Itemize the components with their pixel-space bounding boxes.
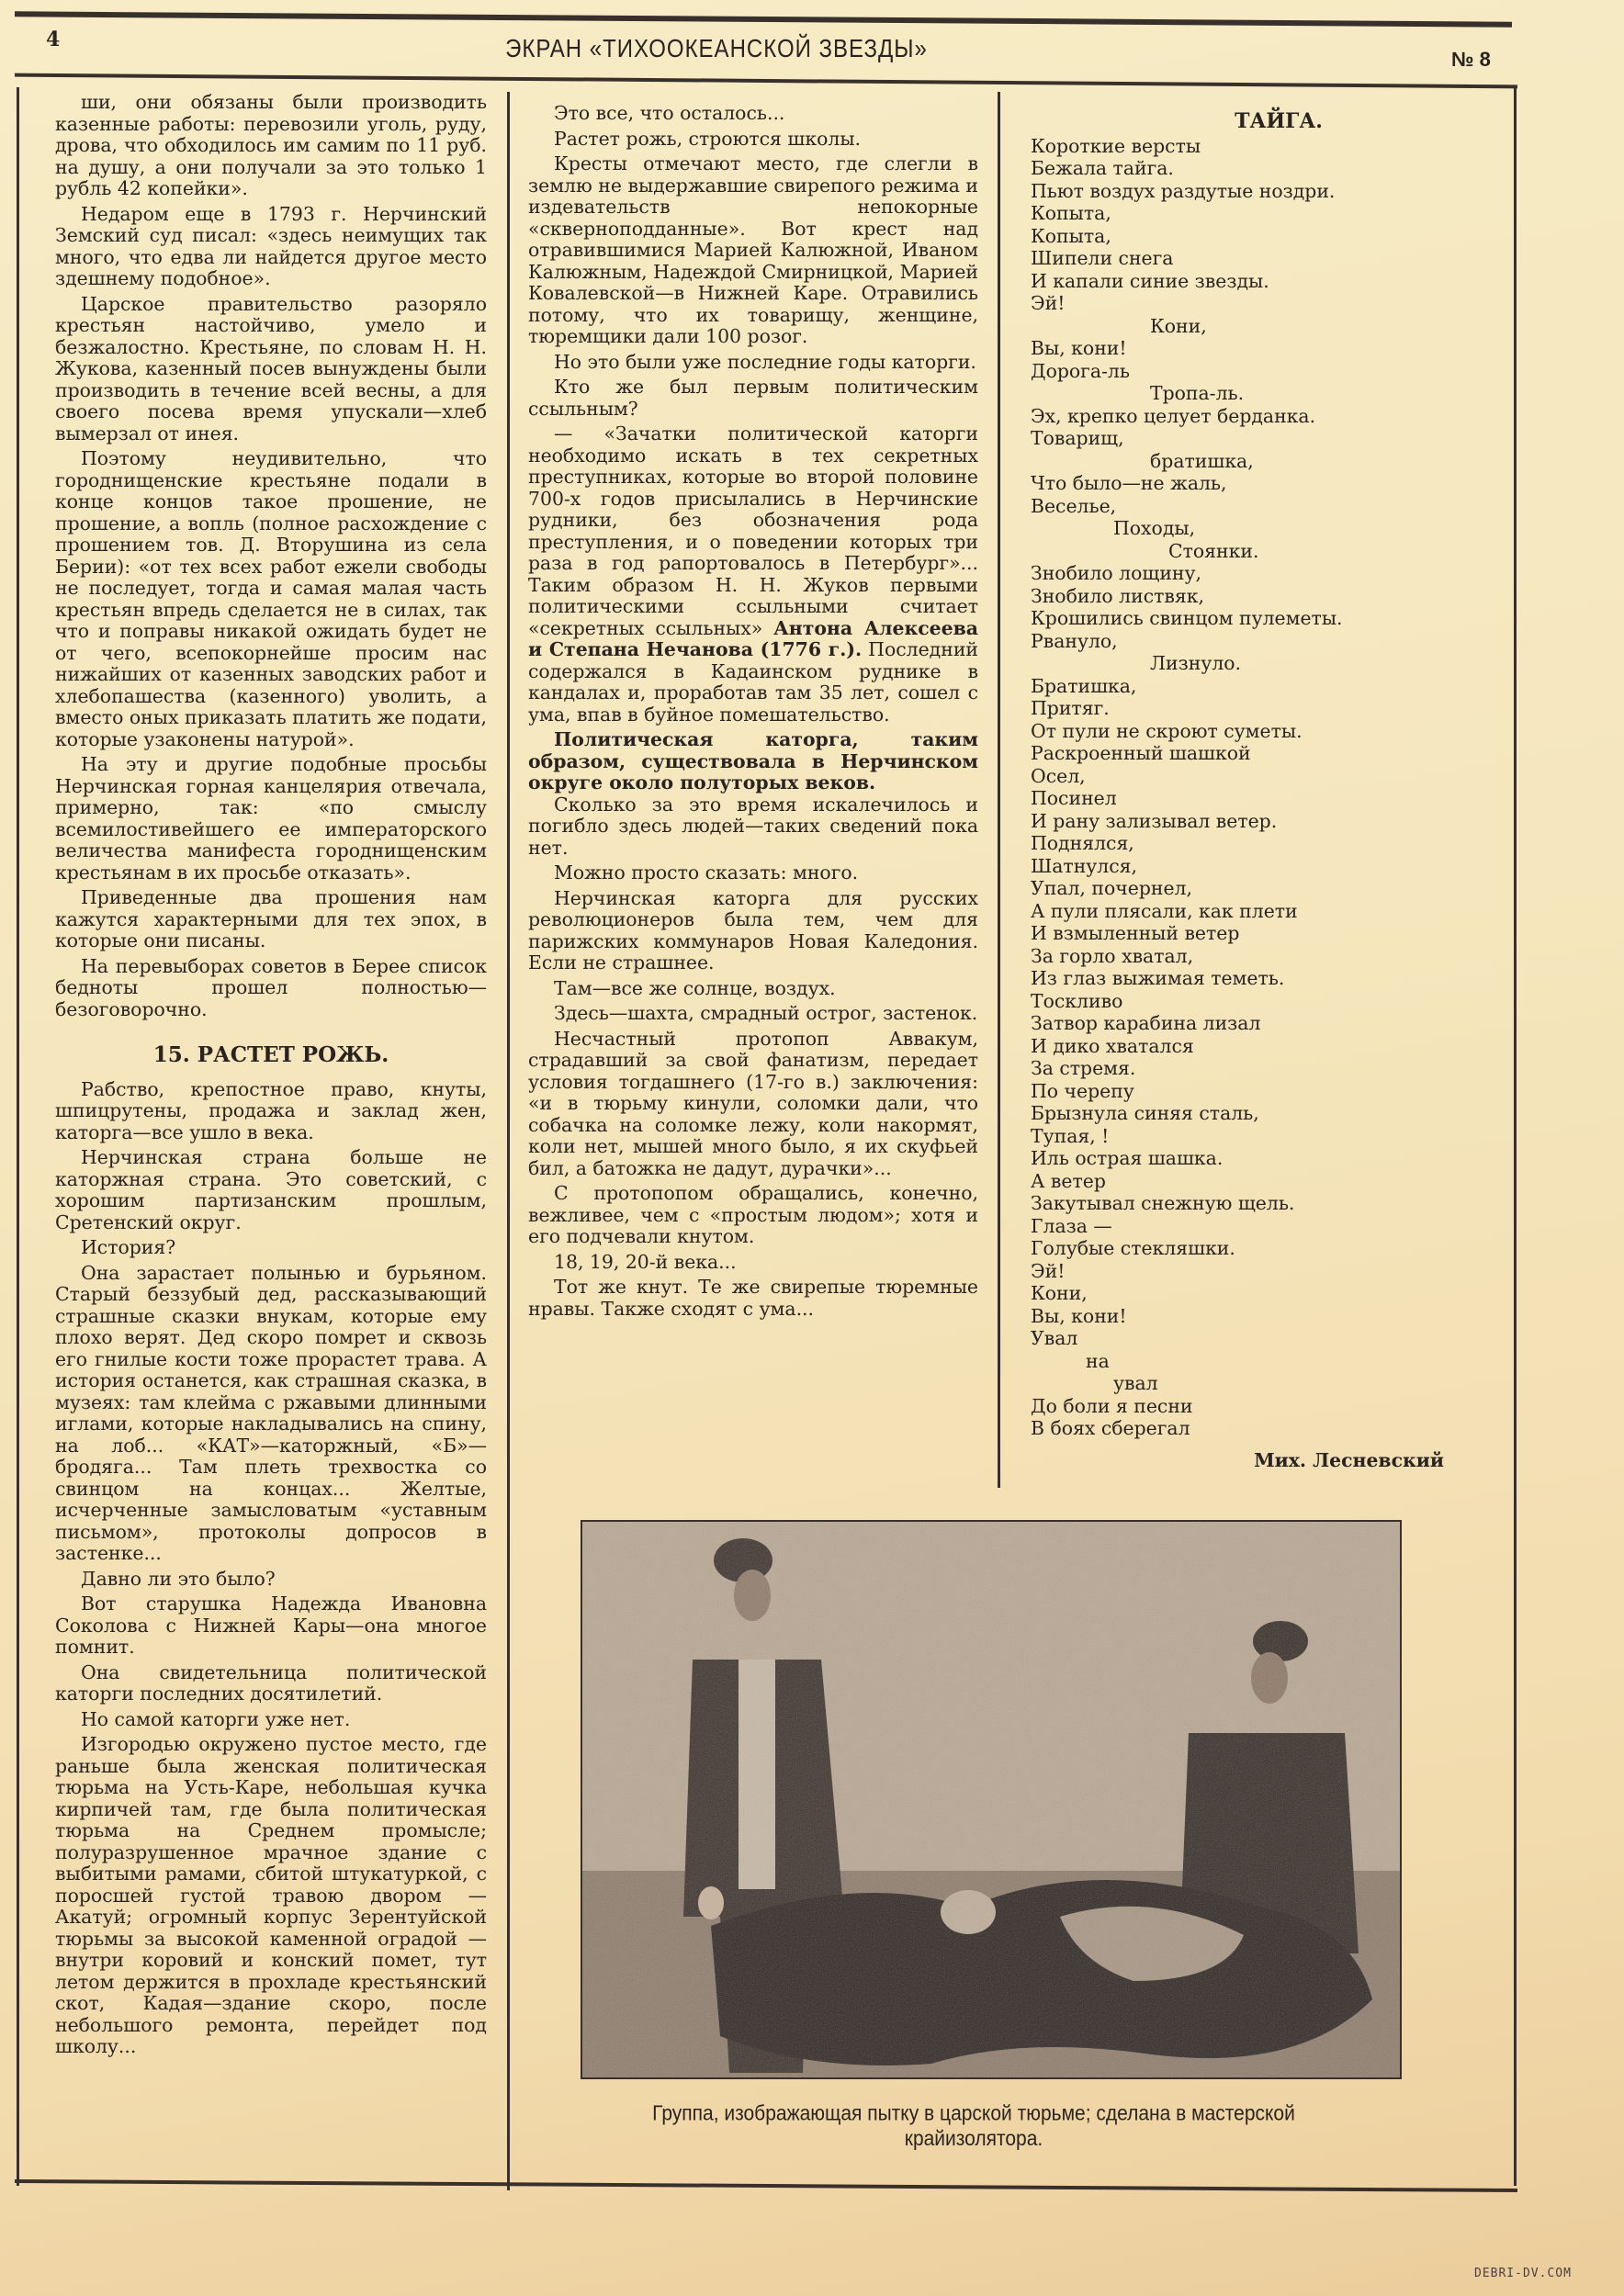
quote-bold-names: Антона Алексеева и Степана Нечанова (1776 г.). (528, 616, 979, 660)
poem-line: Шатнулся, (1031, 854, 1138, 877)
article-paragraph: Изгородью окружено пустое место, где раньше была женская политическая тюрьма на Усть-Каре, небольшая кучка кирпичей там, где была политическая тюрьма на Среднем промысле; полуразрушенное мрачное здание с выбитыми рамами, сбитой штукатуркой, с поросшей густой травою двором — Акатуй; огромный корпус Зерентуйской тюрьмы за высокой каменной оградой — внутри коровий и конский помет, тут летом держится в прохладе крестьянский скот, Кадая—здание скоро, после небольшого ремонта, перейдет под школу... (55, 1733, 487, 2057)
poem-line: По черепу (1031, 1079, 1134, 1102)
poem-line: Брызнула синяя сталь, (1031, 1102, 1259, 1124)
poem-line: Кони, (1031, 1282, 1088, 1304)
poem-line: Упал, почернел, (1031, 877, 1192, 899)
poem-line: И дико хватался (1031, 1034, 1194, 1057)
poem-line: Притяг. (1031, 697, 1110, 719)
top-rule (15, 11, 1512, 27)
poem-line: увал (1113, 1372, 1158, 1394)
article-paragraph: Она свидетельница политической каторги последних досятилетий. (55, 1660, 487, 1705)
column-divider-1 (507, 92, 510, 2190)
article-paragraph: Это все, что осталось... (554, 102, 785, 124)
poem-line: Эй! (1031, 292, 1066, 314)
poem-line: Вы, кони! (1031, 1304, 1127, 1327)
article-paragraph: Можно просто сказать: много. (554, 861, 859, 884)
bold-paragraph-text: Политическая каторга, таким образом, существовала в Нерчинском округе около полуторых веков. (528, 728, 978, 793)
poem-line: Веселье, (1031, 494, 1117, 517)
poem-line: Копыта, (1031, 224, 1111, 247)
poem-line: Раскроенный шашкой (1031, 742, 1251, 764)
photo-figures-illustration (582, 1522, 1400, 2077)
poem-author: Мих. Лесневский (1254, 1448, 1444, 1471)
column-divider-2 (998, 92, 1000, 1488)
article-paragraph: Приведенные два прошения нам кажутся характерными для тех эпох, в которые они писаны. (55, 886, 487, 951)
article-paragraph: Здесь—шахта, смрадный острог, застенок. (554, 1002, 978, 1024)
poem-line: братишка, (1150, 449, 1254, 472)
poem-line: Копыта, (1031, 202, 1111, 224)
poem-line: А пули плясали, как плети (1031, 899, 1298, 922)
article-paragraph: Нерчинская каторга для русских революционеров была тем, чем для парижских коммунаров Новая Каледония. Если не страшнее. (528, 886, 978, 974)
poem-line: Дорога-ль (1031, 359, 1130, 382)
poem-line: Тоскливо (1031, 989, 1123, 1012)
poem-line: Что было—не жаль, (1031, 472, 1227, 494)
issue-number: № 8 (1451, 48, 1491, 71)
article-paragraph: Кресты отмечают место, где слегли в землю не выдержавшие свирепого режима и издевательств непокорные «скверноподданные». Вот крест над отравившимися Марией Калюжной, Иваном Калюжным, Надеждой Смирницкой, Марией Ковалевской—в Нижней Каре. Отравились потому, что их товарищу, женщине, тюремщики дали 100 розог. (528, 152, 978, 347)
poem-line: Из глаз выжимая теметь. (1031, 967, 1285, 989)
poem-line: Короткие версты (1031, 134, 1201, 157)
poem-line: За горло хватал, (1031, 944, 1194, 967)
poem-line: Кони, (1150, 314, 1207, 337)
photo-caption (514, 2101, 1433, 2152)
poem-line: Вы, кони! (1031, 337, 1127, 359)
quote-text: — «Зачатки политической каторги необходимо искать в тех секретных преступниках, которые во второй половине 700-х годов присылались в Нерчинские рудники, без обозначения рода преступления, и о поведении которых три раза в год рапортовалось в Петербург»... Таким образом Н. Н. Жуков первыми политическими ссыльными считает «секретных ссыльных» (528, 422, 978, 639)
article-paragraph: Несчастный протопоп Аввакум, страдавший за свой фанатизм, передает условия тогдашнего (17-го в.) заключения: «и в тюрьму кинули, соломки дали, что собачка на соломке лежу, коли накормят, коли нет, мышей много было, я их скуфьей бил, а батожка не дадут, дурачки»... (528, 1027, 978, 1179)
poem-line: Осел, (1031, 764, 1086, 787)
poem-line: Закутывал снежную щель. (1031, 1192, 1295, 1214)
poem-line: Лизнуло. (1150, 652, 1242, 674)
poem-line: И взмыленный ветер (1031, 922, 1240, 944)
article-paragraph: 18, 19, 20-й века... (554, 1250, 737, 1273)
poem-line: Эй! (1031, 1259, 1066, 1282)
poem-line: Глаза — (1031, 1214, 1112, 1237)
poem-line: До боли я песни (1031, 1394, 1193, 1417)
article-paragraph: История? (81, 1236, 176, 1258)
article-paragraph: Вот старушка Надежда Ивановна Соколова с Нижней Кары—она многое помнит. (55, 1593, 487, 1658)
poem-line: Эх, крепко целует берданка. (1031, 404, 1316, 427)
article-column-2 (528, 103, 978, 1320)
section-heading: 15. РАСТЕТ РОЖЬ. (152, 1042, 389, 1067)
article-paragraph: Тот же кнут. Те же свирепые тюремные нравы. Также сходят с ума... (528, 1276, 978, 1320)
article-paragraph: Царское правительство разоряло крестьян настойчиво, умело и безжалостно. Крестьяне, по словам Н. Н. Жукова, казенный посев вынуждены были производить в течение всей весны, а для своего посева время упускали—хлеб вымерзал от инея. (55, 292, 487, 445)
article-paragraph: Недаром еще в 1793 г. Нерчинский Земский суд писал: «здесь неимущих так много, что едва ли найдется другое место здешнему подобное». (55, 202, 487, 289)
article-paragraph: Давно ли это было? (81, 1567, 276, 1590)
article-column-1 (55, 92, 487, 2058)
poem-line: В боях сберегал (1031, 1417, 1190, 1439)
poem-line: Иль острая шашка. (1031, 1147, 1224, 1169)
bottom-rule (15, 2179, 1517, 2192)
poem-line: Посинел (1031, 787, 1117, 809)
poem-line: Пьют воздух раздутые ноздри. (1031, 179, 1336, 202)
article-paragraph: С протопопом обращались, конечно, вежливее, чем с «простым людом»; хотя и его подчевали кнутом. (528, 1182, 978, 1247)
poem-line: От пули не скроют суметы. (1031, 719, 1303, 742)
poem-line: И капали синие звезды. (1031, 269, 1269, 292)
poem-line: За стремя. (1031, 1057, 1136, 1079)
poem-line: Шипели снега (1031, 247, 1174, 269)
article-paragraph: Сколько за это время искалечилось и погибло здесь людей—таких сведений пока нет. (528, 793, 978, 859)
article-paragraph: Она зарастает полынью и бурьяном. Старый беззубый дед, рассказывающий страшные сказки внукам, которые ему плохо верят. Дед скоро помрет и сквозь его гнилые кости тоже прорастет трава. А история останется, как страшная сказка, в музеях: там клейма с ржавыми длинными иглами, которые накладывались на спину, на лоб... «КАТ»—каторжный, «Б»—бродяга... Там плеть трехвостка со свинцом на концах... Желтые, исчерченные замысловатым «уставным письмом», протоколы допросов в застенке... (55, 1261, 487, 1564)
article-paragraph: Там—все же солнце, воздух. (554, 976, 836, 999)
right-border (1514, 87, 1517, 2186)
article-paragraph: Нерчинская страна больше не каторжная страна. Это советский, с хорошим партизанским прошлым, Сретенский округ. (55, 1146, 487, 1233)
caption-line-2: крайизолятора. (904, 2127, 1043, 2151)
poem-taiga (1031, 110, 1444, 1471)
poem-line: Братишка, (1031, 674, 1137, 697)
article-paragraph: Рабство, крепостное право, кнуты, шпицрутены, продажа и заклад жен, каторга—все ушло в века. (55, 1077, 487, 1143)
poem-line: Походы, (1113, 517, 1196, 539)
header-rule (15, 73, 1517, 89)
article-paragraph: Но это были уже последние годы каторги. (554, 350, 976, 373)
poem-line: Поднялся, (1031, 832, 1134, 854)
photo-torture-group (581, 1520, 1402, 2079)
article-paragraph: Поэтому неудивительно, что городнищенские крестьяне подали в конце концов такое прошение, не прошение, а вопль (полное расхождение с прошением тов. Д. Вторушина из села Берии): «от тех всех работ ежели свободы не последует, тогда и самая малая часть крестьян впредь сделается не в силах, так что и поправы никакой ожидать будет не от чего, всепокорнейше просим нас нижайших от казенных заводских работ и хлебопашества (казенного) уволить, а вместо оных приказать платить же подати, которые узаконены натурой». (55, 447, 487, 750)
poem-line: Тупая, ! (1031, 1124, 1110, 1147)
quote-paragraph (528, 423, 978, 726)
article-paragraph: ши, они обязаны были производить казенные работы: перевозили уголь, руду, дрова, что обходилось им самим по 11 руб. на душу, а они получали за это только 1 рубль 42 копейки». (55, 91, 487, 199)
poem-line: И рану зализывал ветер. (1031, 809, 1278, 832)
poem-line: Увал (1031, 1327, 1078, 1349)
bold-paragraph (528, 729, 978, 794)
poem-line: Бежала тайга. (1031, 157, 1174, 179)
poem-line: Тропа-ль. (1150, 382, 1245, 404)
poem-line: на (1086, 1349, 1110, 1372)
poem-line: Рвануло, (1031, 629, 1118, 652)
poem-line: Крошились свинцом пулеметы. (1031, 607, 1343, 629)
poem-line: Стоянки. (1168, 539, 1259, 562)
page-number: 4 (46, 28, 61, 51)
watermark: DEBRI-DV.COM (1474, 2267, 1572, 2280)
poem-line: А ветер (1031, 1169, 1106, 1192)
article-paragraph: На эту и другие подобные просьбы Нерчинская горная канцелярия отвечала, примерно, так: «по смыслу всемилостивейшего ее императорского величества манифеста городнищенским крестьянам в их просьбе отказать». (55, 753, 487, 884)
article-paragraph: Растет рожь, строются школы. (554, 127, 862, 150)
caption-line-1: Группа, изображающая пытку в царской тюрьме; сделана в мастерской (652, 2101, 1295, 2125)
poem-line: Знобило лощину, (1031, 562, 1201, 584)
quote-after: Последний содержался в Кадаинском руднике в кандалах и, проработав там 35 лет, сошел с ума, впав в буйное помешательство. (528, 638, 978, 726)
article-paragraph: На перевыборах советов в Берее список бедноты прошел полностью—безоговорочно. (55, 954, 487, 1020)
article-paragraph: Кто же был первым политическим ссыльным? (528, 376, 978, 420)
newspaper-title: ЭКРАН «ТИХООКЕАНСКОЙ ЗВЕЗДЫ» (505, 34, 928, 63)
poem-title: ТАЙГА. (1235, 109, 1323, 133)
article-paragraph: Но самой каторги уже нет. (81, 1707, 351, 1730)
poem-line: Затвор карабина лизал (1031, 1012, 1261, 1034)
poem-line: Голубые стекляшки. (1031, 1237, 1235, 1259)
left-border (17, 87, 19, 2186)
poem-line: Знобило листвяк, (1031, 584, 1204, 607)
poem-line: Товарищ, (1031, 427, 1124, 449)
